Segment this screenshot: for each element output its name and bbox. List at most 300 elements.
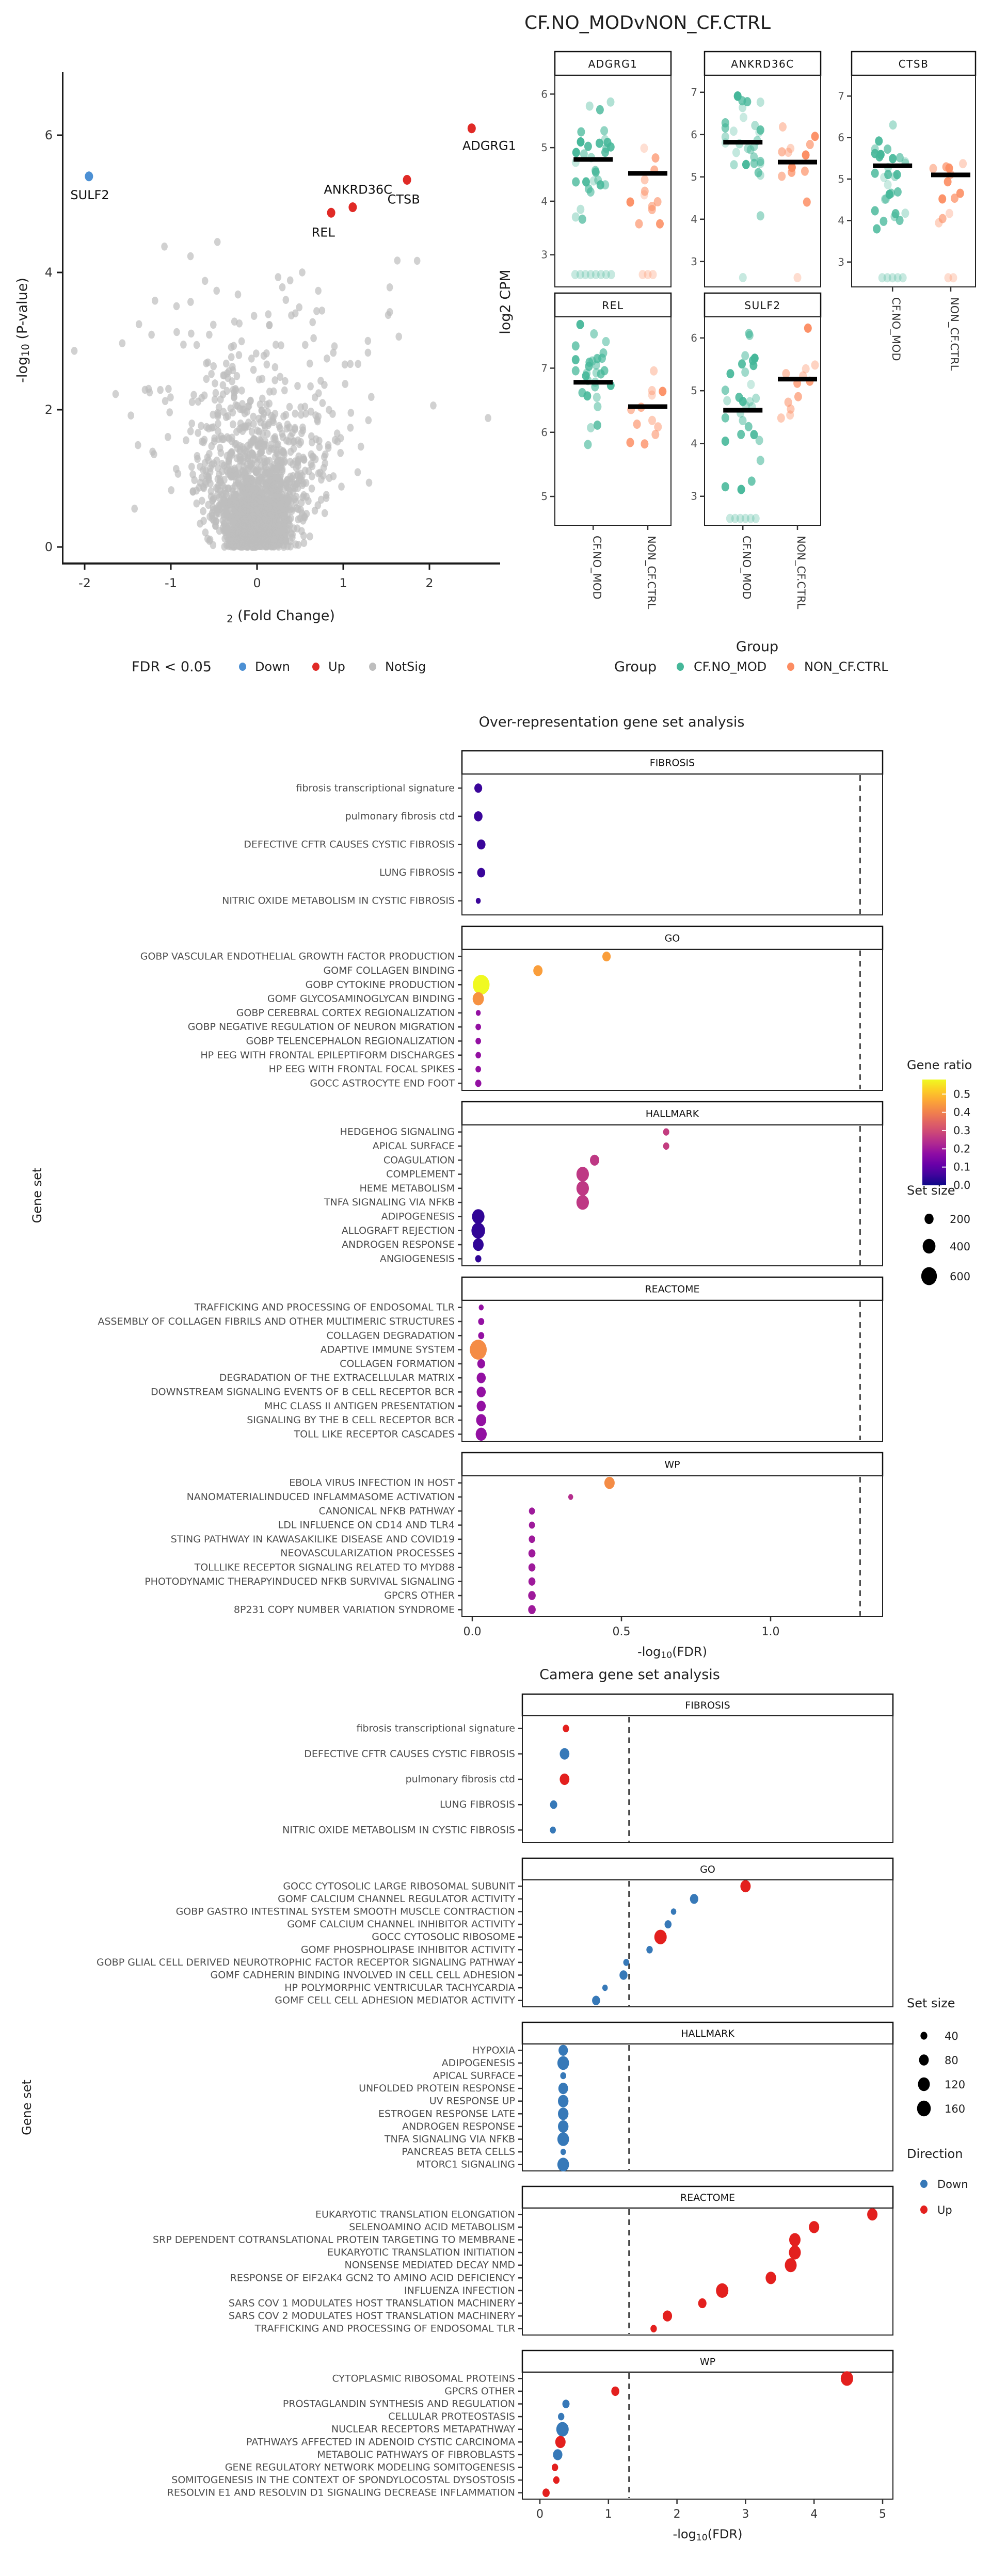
- gene-set-point: [558, 2083, 568, 2094]
- gene-set-label: CELLULAR PROTEOSTASIS: [388, 2411, 515, 2423]
- gene-set-label: EBOLA VIRUS INFECTION IN HOST: [289, 1477, 455, 1489]
- gene-set-label: ESTROGEN RESPONSE LATE: [378, 2108, 515, 2120]
- direction-legend-swatch-up: [920, 2205, 928, 2214]
- facet-strip-label: ANKRD36C: [731, 58, 794, 70]
- direction-legend-label: Up: [937, 2204, 952, 2216]
- jitter-xtick-label: NON_CF.CTRL: [948, 297, 961, 371]
- volcano-xtick-label: -2: [78, 576, 91, 590]
- set-size-legend-label: 80: [945, 2054, 958, 2067]
- set-size-legend-title: Set size: [907, 1183, 955, 1198]
- gene-set-label: GOBP GLIAL CELL DERIVED NEUROTROPHIC FACTOR RECEPTOR SIGNALING PATHWAY: [97, 1956, 515, 1968]
- gene-set-point: [473, 992, 484, 1006]
- gene-set-label: GOBP CYTOKINE PRODUCTION: [305, 979, 455, 991]
- set-size-legend-swatch: [917, 2101, 931, 2117]
- set-size-legend-label: 160: [945, 2103, 966, 2115]
- gene-set-label: DEGRADATION OF THE EXTRACELLULAR MATRIX: [219, 1372, 455, 1384]
- gene-set-label: EUKARYOTIC TRANSLATION INITIATION: [327, 2247, 515, 2259]
- facet-strip-label: WP: [699, 2356, 716, 2368]
- volcano-gene-point: [85, 171, 93, 181]
- gene-set-label: SARS COV 1 MODULATES HOST TRANSLATION MACHINERY: [228, 2297, 515, 2309]
- x-tick-label: 0.0: [463, 1625, 482, 1638]
- jitter-ytick-label: 4: [541, 195, 548, 207]
- gene-set-point: [560, 1748, 569, 1760]
- gene-set-point: [563, 2400, 570, 2408]
- gene-set-label: LDL INFLUENCE ON CD14 AND TLR4: [278, 1519, 455, 1531]
- facet-strip-label: WP: [664, 1459, 680, 1471]
- gene-set-label: COMPLEMENT: [386, 1168, 455, 1180]
- jitter-ytick-label: 6: [691, 331, 697, 344]
- x-tick-label: 1.0: [761, 1625, 780, 1638]
- facet-strip-label: SULF2: [744, 299, 781, 312]
- gene-set-point: [476, 1428, 487, 1441]
- gene-set-point: [473, 975, 489, 994]
- facet-panel: [522, 1880, 893, 2007]
- gene-set-label: GPCRS OTHER: [444, 2385, 515, 2397]
- gene-set-point: [477, 1359, 485, 1369]
- gene-set-label: GOBP TELENCEPHALON REGIONALIZATION: [246, 1035, 455, 1047]
- gene-set-point: [552, 2464, 558, 2471]
- y-axis-title: Gene set: [20, 2080, 34, 2135]
- gene-set-point: [654, 1930, 667, 1944]
- jitter-mean-bar: [873, 164, 912, 168]
- gene-set-label: GOBP NEGATIVE REGULATION OF NEURON MIGRATION: [187, 1021, 455, 1033]
- facet-panel: [462, 1300, 883, 1441]
- gene-set-point: [475, 1080, 482, 1087]
- gene-set-label: GOMF CALCIUM CHANNEL REGULATOR ACTIVITY: [278, 1893, 515, 1905]
- facet-strip-label: HALLMARK: [681, 2028, 734, 2039]
- gene-set-point: [477, 840, 486, 850]
- gene-set-point: [785, 2258, 797, 2272]
- gene-set-label: PROSTAGLANDIN SYNTHESIS AND REGULATION: [282, 2398, 515, 2410]
- gene-set-point: [476, 898, 481, 904]
- gene-set-label: APICAL SURFACE: [372, 1140, 455, 1152]
- gene-ratio-colorbar: [922, 1080, 946, 1185]
- jitter-panel: [852, 75, 976, 287]
- set-size-legend-title: Set size: [907, 1996, 955, 2010]
- gene-set-point: [716, 2283, 728, 2298]
- gene-set-label: fibrosis transcriptional signature: [356, 1722, 515, 1734]
- gene-set-point: [592, 1996, 600, 2005]
- gene-set-label: RESPONSE OF EIF2AK4 GCN2 TO AMINO ACID DEFICIENCY: [230, 2272, 515, 2284]
- gene-set-point: [473, 1238, 484, 1251]
- ora-title: Over-representation gene set analysis: [478, 714, 745, 730]
- gene-set-point: [650, 2325, 657, 2332]
- facet-panel: [522, 2372, 893, 2499]
- gene-set-point: [477, 1373, 486, 1383]
- volcano-ytick-label: 4: [44, 265, 53, 280]
- jitter-ytick-label: 6: [541, 426, 548, 439]
- volcano-gene-label: CTSB: [387, 192, 420, 207]
- gene-set-label: HP POLYMORPHIC VENTRICULAR TACHYCARDIA: [284, 1982, 515, 1994]
- jitter-panel: [705, 75, 821, 287]
- facet-strip-label: GO: [700, 1864, 715, 1875]
- gene-set-label: COLLAGEN FORMATION: [340, 1358, 455, 1370]
- volcano-notsig-points: [71, 238, 491, 551]
- gene-set-label: PHOTODYNAMIC THERAPYINDUCED NFKB SURVIVAL SIGNALING: [145, 1575, 455, 1587]
- group-legend-label: CF.NO_MOD: [694, 659, 767, 674]
- set-size-legend-label: 120: [945, 2079, 966, 2091]
- jitter-ytick-label: 5: [691, 170, 697, 183]
- jitter-mean-bar: [778, 377, 817, 381]
- gene-set-label: GENE REGULATORY NETWORK MODELING SOMITOGENESIS: [225, 2461, 515, 2473]
- gene-set-label: COLLAGEN DEGRADATION: [326, 1330, 455, 1342]
- gene-set-point: [470, 1340, 487, 1360]
- direction-legend-label: Down: [937, 2178, 968, 2191]
- jitter-xtick-label: NON_CF.CTRL: [645, 536, 658, 609]
- facet-panel: [522, 2044, 893, 2171]
- gene-set-point: [619, 1970, 628, 1979]
- gene-set-label: GOCC CYTOSOLIC RIBOSOME: [372, 1931, 515, 1943]
- gene-set-point: [558, 2107, 568, 2120]
- gene-set-point: [690, 1894, 698, 1904]
- gene-set-label: GOMF CELL CELL ADHESION MEDIATOR ACTIVITY: [275, 1994, 515, 2006]
- gene-set-point: [477, 1401, 486, 1412]
- gene-set-label: ADIPOGENESIS: [381, 1211, 455, 1222]
- gene-set-point: [529, 1507, 535, 1515]
- gene-set-label: ANGIOGENESIS: [379, 1253, 455, 1265]
- facet-strip-label: REL: [602, 299, 624, 312]
- gene-ratio-tick-label: 0.4: [953, 1106, 971, 1119]
- volcano-gene-point: [327, 208, 335, 218]
- gene-set-label: TRAFFICKING AND PROCESSING OF ENDOSOMAL TLR: [194, 1301, 455, 1313]
- gene-set-point: [563, 1725, 569, 1732]
- group-legend-swatch: [677, 663, 684, 671]
- gene-set-point: [558, 2095, 568, 2107]
- gene-set-point: [478, 1332, 484, 1339]
- gene-set-point: [475, 1038, 481, 1044]
- gene-set-point: [553, 2476, 560, 2484]
- set-size-legend-label: 400: [950, 1241, 971, 1253]
- gene-set-label: GOCC ASTROCYTE END FOOT: [310, 1077, 455, 1089]
- gene-set-label: MTORC1 SIGNALING: [416, 2159, 515, 2170]
- jitter-xtick-label: CF.NO_MOD: [890, 297, 903, 361]
- gene-set-point: [542, 2488, 550, 2497]
- direction-legend-swatch-down: [920, 2180, 928, 2188]
- direction-legend-title: Direction: [907, 2147, 963, 2161]
- volcano-ytick-label: 6: [44, 128, 53, 142]
- gene-set-point: [789, 2233, 801, 2247]
- gene-set-label: ADIPOGENESIS: [441, 2057, 515, 2069]
- gene-set-point: [841, 2371, 853, 2386]
- jitter-xtick-label: CF.NO_MOD: [590, 536, 603, 600]
- x-tick-label: 1: [604, 2508, 612, 2521]
- gene-set-point: [740, 1880, 750, 1893]
- gene-set-point: [529, 1577, 536, 1586]
- facet-panel: [522, 1716, 893, 1843]
- gene-set-label: SRP DEPENDENT COTRANSLATIONAL PROTEIN TARGETING TO MEMBRANE: [152, 2234, 515, 2246]
- fdr-legend-swatch-up: [312, 663, 319, 671]
- volcano-and-jitter-figure: [0, 0, 991, 691]
- gene-set-label: NEOVASCULARIZATION PROCESSES: [280, 1548, 455, 1559]
- gene-set-label: GOMF CADHERIN BINDING INVOLVED IN CELL CELL ADHESION: [210, 1969, 515, 1981]
- gene-set-label: UV RESPONSE UP: [429, 2095, 515, 2107]
- gene-set-label: MHC CLASS II ANTIGEN PRESENTATION: [264, 1400, 455, 1412]
- x-tick-label: 0.5: [612, 1625, 631, 1638]
- volcano-xtick-label: 0: [253, 576, 261, 590]
- jitter-ytick-label: 4: [691, 213, 697, 226]
- gene-set-label: ANDROGEN RESPONSE: [402, 2120, 515, 2132]
- gene-set-point: [550, 1827, 556, 1834]
- gene-set-label: LUNG FIBROSIS: [440, 1799, 515, 1811]
- gene-set-point: [471, 1222, 485, 1238]
- set-size-legend-swatch: [920, 2032, 927, 2039]
- y-axis-title: Gene set: [30, 1167, 44, 1223]
- gene-set-point: [577, 1195, 589, 1210]
- gene-set-label: DEFECTIVE CFTR CAUSES CYSTIC FIBROSIS: [244, 839, 455, 850]
- gene-set-point: [602, 1985, 608, 1991]
- gene-set-label: TNFA SIGNALING VIA NFKB: [324, 1197, 455, 1209]
- jitter-ytick-label: 3: [691, 255, 697, 268]
- fdr-legend-label: Up: [328, 659, 345, 674]
- jitter-ytick-label: 6: [838, 131, 844, 144]
- gene-ratio-tick-label: 0.5: [953, 1088, 971, 1101]
- set-size-legend-label: 600: [950, 1270, 971, 1283]
- gene-set-point: [561, 2149, 566, 2155]
- facet-panel: [462, 774, 883, 915]
- gene-set-label: GPCRS OTHER: [384, 1590, 455, 1602]
- gene-ratio-tick-label: 0.2: [953, 1142, 971, 1155]
- gene-set-label: fibrosis transcriptional signature: [296, 782, 455, 794]
- jitter-ytick-label: 5: [541, 141, 548, 154]
- set-size-legend-swatch: [918, 2078, 930, 2091]
- gene-set-label: HYPOXIA: [472, 2044, 515, 2056]
- gene-set-label: ADAPTIVE IMMUNE SYSTEM: [320, 1344, 455, 1356]
- gene-set-label: ASSEMBLY OF COLLAGEN FIBRILS AND OTHER MULTIMERIC STRUCTURES: [98, 1315, 455, 1327]
- camera-title: Camera gene set analysis: [539, 1667, 720, 1683]
- gene-set-label: HEDGEHOG SIGNALING: [340, 1126, 455, 1138]
- facet-panel: [462, 949, 883, 1090]
- gene-ratio-tick-label: 0.1: [953, 1161, 971, 1173]
- jitter-ytick-label: 6: [541, 88, 548, 101]
- set-size-legend-swatch: [924, 1214, 934, 1224]
- fdr-legend-label: NotSig: [385, 659, 426, 674]
- jitter-ytick-label: 4: [691, 437, 697, 450]
- facet-strip-label: GO: [664, 932, 680, 944]
- gene-set-point: [478, 1318, 484, 1325]
- gene-set-point: [765, 2272, 776, 2284]
- jitter-ytick-label: 5: [838, 172, 844, 185]
- gene-set-label: METABOLIC PATHWAYS OF FIBROBLASTS: [317, 2449, 515, 2460]
- fdr-legend-label: Down: [255, 659, 291, 674]
- jitter-ytick-label: 3: [541, 248, 548, 261]
- gene-set-label: GOMF CALCIUM CHANNEL INHIBITOR ACTIVITY: [287, 1919, 515, 1930]
- volcano-gene-label: REL: [311, 225, 335, 240]
- gene-set-point: [557, 2158, 569, 2171]
- gene-set-label: NONSENSE MEDIATED DECAY NMD: [344, 2259, 515, 2271]
- jitter-mean-bar: [573, 157, 613, 162]
- jitter-mean-bar: [628, 171, 667, 175]
- gene-set-label: UNFOLDED PROTEIN RESPONSE: [359, 2083, 515, 2095]
- gene-set-label: SELENOAMINO ACID METABOLISM: [349, 2221, 515, 2233]
- gene-set-point: [475, 1066, 481, 1073]
- gene-set-label: 8P231 COPY NUMBER VARIATION SYNDROME: [233, 1604, 455, 1616]
- jitter-ytick-label: 4: [838, 214, 844, 227]
- gene-set-point: [477, 1387, 486, 1397]
- gene-set-label: NITRIC OXIDE METABOLISM IN CYSTIC FIBROSIS: [222, 895, 455, 907]
- jitter-ytick-label: 5: [541, 490, 548, 503]
- gene-set-label: ALLOGRAFT REJECTION: [341, 1225, 455, 1236]
- gene-set-point: [529, 1522, 535, 1529]
- gene-set-point: [646, 1946, 652, 1954]
- volcano-xtick-label: -1: [165, 576, 177, 590]
- set-size-legend-swatch: [923, 1239, 936, 1254]
- gene-set-point: [555, 2436, 566, 2449]
- gene-set-point: [558, 2120, 568, 2133]
- group-legend-label: NON_CF.CTRL: [804, 659, 888, 674]
- jitter-figure-title: CF.NO_MODvNON_CF.CTRL: [524, 12, 771, 34]
- gene-set-label: APICAL SURFACE: [433, 2070, 515, 2082]
- gene-set-point: [671, 1908, 677, 1914]
- volcano-ytick-label: 2: [44, 403, 53, 417]
- volcano-gene-label: SULF2: [70, 187, 109, 202]
- volcano-y-axis: [62, 72, 63, 564]
- jitter-xtick-label: NON_CF.CTRL: [795, 536, 807, 609]
- gene-set-point: [665, 1920, 672, 1928]
- gene-set-label: NANOMATERIALINDUCED INFLAMMASOME ACTIVATION: [186, 1491, 455, 1503]
- camera-dotplot-figure: [0, 1662, 991, 2576]
- gene-set-point: [602, 952, 611, 961]
- gene-set-point: [553, 2449, 562, 2460]
- jitter-ytick-label: 7: [691, 86, 697, 99]
- gene-set-point: [476, 1010, 481, 1016]
- gene-set-point: [475, 1052, 481, 1059]
- gene-set-point: [611, 2387, 619, 2396]
- group-legend-title: Group: [614, 659, 657, 675]
- facet-strip-label: ADGRG1: [588, 58, 638, 70]
- gene-set-point: [529, 1549, 536, 1557]
- x-tick-label: 0: [536, 2508, 544, 2521]
- set-size-legend-label: 40: [945, 2030, 958, 2042]
- gene-set-label: GOCC CYTOSOLIC LARGE RIBOSOMAL SUBUNIT: [283, 1880, 515, 1892]
- gene-set-point: [550, 1800, 557, 1809]
- gene-set-label: GOBP VASCULAR ENDOTHELIAL GROWTH FACTOR PRODUCTION: [140, 951, 455, 962]
- set-size-legend-swatch: [921, 1267, 937, 1285]
- gene-set-label: GOBP GASTRO INTESTINAL SYSTEM SMOOTH MUSCLE CONTRACTION: [175, 1906, 515, 1918]
- volcano-gene-point: [403, 175, 411, 185]
- gene-set-point: [577, 1181, 589, 1196]
- gene-set-label: HEME METABOLISM: [359, 1182, 455, 1194]
- gene-set-point: [558, 2045, 568, 2056]
- volcano-gene-label: ANKRD36C: [324, 182, 392, 197]
- volcano-x-axis: [62, 562, 500, 565]
- gene-set-point: [556, 2422, 569, 2437]
- gene-set-label: INFLUENZA INFECTION: [404, 2284, 515, 2296]
- gene-ratio-tick-label: 0.3: [953, 1124, 971, 1137]
- volcano-y-axis-title: -log10 (P-value): [14, 278, 32, 383]
- jitter-ytick-label: 6: [691, 128, 697, 141]
- fdr-legend-title: FDR < 0.05: [132, 659, 212, 675]
- volcano-gene-point: [348, 202, 357, 212]
- jitter-ytick-label: 3: [838, 255, 844, 268]
- facet-strip-label: FIBROSIS: [685, 1700, 730, 1711]
- gene-set-label: LUNG FIBROSIS: [379, 867, 455, 879]
- volcano-gene-point: [468, 123, 476, 133]
- volcano-x-axis-title: 2 (Fold Change): [227, 608, 335, 625]
- gene-set-label: RESOLVIN E1 AND RESOLVIN D1 SIGNALING DECREASE INFLAMMATION: [167, 2487, 515, 2499]
- gene-set-point: [663, 1129, 669, 1136]
- gene-set-label: PANCREAS BETA CELLS: [402, 2146, 515, 2158]
- facet-panel: [462, 1476, 883, 1617]
- jitter-ytick-label: 5: [691, 384, 697, 397]
- x-tick-label: 3: [742, 2508, 749, 2521]
- gene-set-point: [476, 1414, 487, 1426]
- gene-set-point: [663, 2310, 672, 2321]
- jitter-panel: [705, 317, 821, 525]
- gene-set-point: [479, 1305, 484, 1310]
- jitter-mean-bar: [628, 405, 667, 409]
- gene-set-point: [809, 2221, 819, 2233]
- gene-set-point: [557, 2056, 569, 2070]
- jitter-ytick-label: 7: [838, 90, 844, 103]
- gene-set-label: TOLLLIKE RECEPTOR SIGNALING RELATED TO MYD88: [194, 1561, 455, 1573]
- facet-strip-label: HALLMARK: [645, 1108, 699, 1120]
- gene-set-point: [528, 1591, 536, 1600]
- gene-set-label: CYTOPLASMIC RIBOSOMAL PROTEINS: [332, 2373, 515, 2385]
- gene-set-label: NITRIC OXIDE METABOLISM IN CYSTIC FIBROSIS: [282, 1824, 515, 1836]
- gene-set-label: COAGULATION: [383, 1154, 455, 1166]
- x-tick-label: 5: [879, 2508, 886, 2521]
- volcano-ytick-label: 0: [44, 540, 53, 554]
- gene-set-label: PATHWAYS AFFECTED IN ADENOID CYSTIC CARCINOMA: [246, 2436, 515, 2448]
- gene-set-point: [560, 2072, 566, 2080]
- facet-strip-label: CTSB: [898, 58, 929, 70]
- gene-set-point: [472, 1209, 485, 1224]
- x-axis-title: -log10(FDR): [637, 1645, 707, 1661]
- jitter-mean-bar: [723, 140, 762, 144]
- volcano-xtick-label: 2: [425, 576, 434, 590]
- gene-set-point: [590, 1155, 599, 1166]
- gene-set-label: SIGNALING BY THE B CELL RECEPTOR BCR: [247, 1414, 455, 1426]
- gene-set-label: DEFECTIVE CFTR CAUSES CYSTIC FIBROSIS: [304, 1748, 515, 1760]
- gene-set-point: [698, 2298, 707, 2308]
- gene-set-point: [867, 2209, 877, 2221]
- gene-ratio-legend-title: Gene ratio: [907, 1058, 972, 1072]
- gene-ratio-tick-label: 0.0: [953, 1179, 971, 1192]
- gene-set-point: [604, 1477, 615, 1489]
- gene-set-point: [474, 811, 483, 822]
- gene-set-point: [475, 1255, 482, 1262]
- gene-set-point: [557, 2132, 569, 2146]
- jitter-xtick-label: CF.NO_MOD: [740, 536, 753, 600]
- gene-set-point: [577, 1167, 589, 1182]
- gene-set-label: CANONICAL NFKB PATHWAY: [318, 1505, 455, 1517]
- jitter-ytick-label: 7: [541, 362, 548, 375]
- jitter-y-axis-title: log2 CPM: [498, 269, 514, 334]
- gene-set-label: ANDROGEN RESPONSE: [342, 1239, 455, 1251]
- gene-set-label: TNFA SIGNALING VIA NFKB: [384, 2133, 515, 2145]
- gene-set-label: GOMF COLLAGEN BINDING: [323, 964, 455, 976]
- x-tick-label: 4: [810, 2508, 818, 2521]
- gene-set-label: GOBP CEREBRAL CORTEX REGIONALIZATION: [236, 1007, 455, 1019]
- facet-panel: [522, 2208, 893, 2335]
- volcano-gene-label: ADGRG1: [462, 138, 516, 153]
- set-size-legend-label: 200: [950, 1213, 971, 1226]
- gene-set-point: [789, 2246, 801, 2260]
- gene-set-point: [528, 1605, 536, 1614]
- gene-set-label: SARS COV 2 MODULATES HOST TRANSLATION MACHINERY: [228, 2310, 515, 2322]
- jitter-mean-bar: [778, 160, 817, 165]
- gene-set-point: [475, 1024, 481, 1031]
- jitter-ytick-label: 3: [691, 490, 697, 503]
- jitter-mean-bar: [723, 408, 762, 413]
- gene-set-point: [663, 1142, 669, 1150]
- set-size-legend-swatch: [919, 2054, 929, 2066]
- facet-strip-label: FIBROSIS: [649, 757, 695, 769]
- gene-set-label: pulmonary fibrosis ctd: [405, 1774, 515, 1785]
- group-legend-swatch: [787, 663, 794, 671]
- gene-set-point: [529, 1564, 536, 1572]
- facet-strip-label: REACTOME: [645, 1283, 700, 1295]
